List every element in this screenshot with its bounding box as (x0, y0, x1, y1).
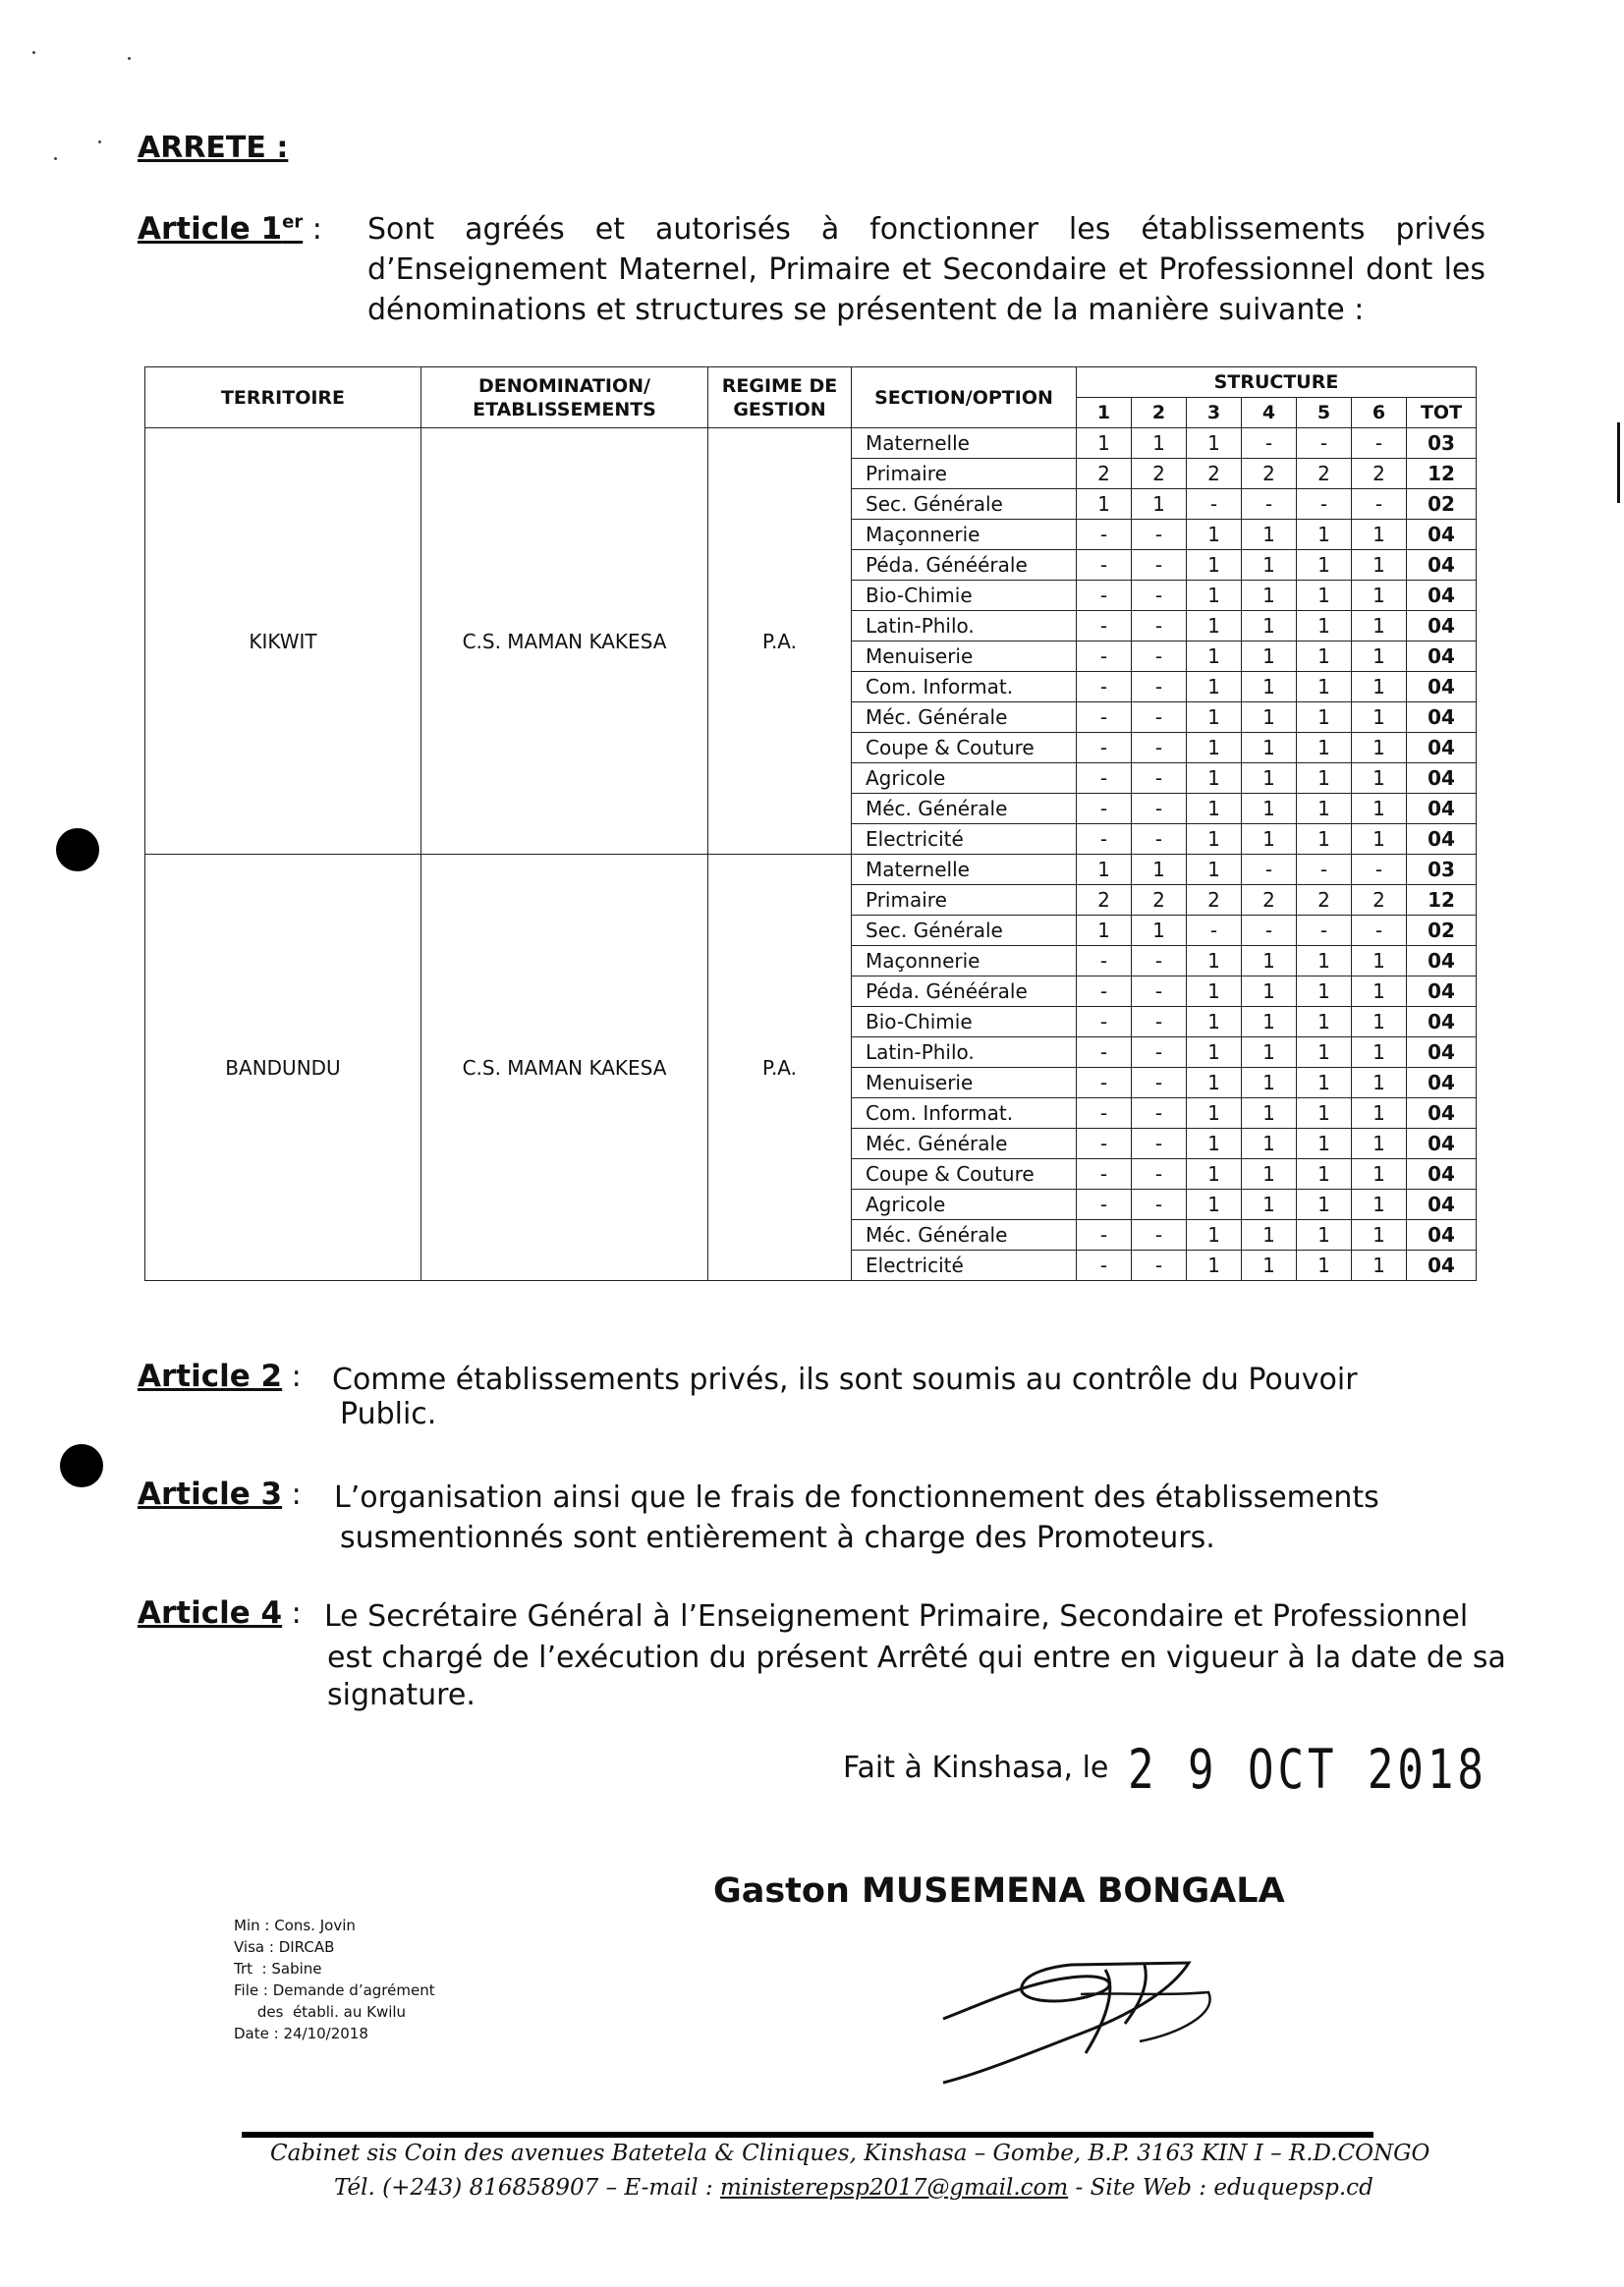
year-5-cell: - (1297, 855, 1352, 885)
section-option-cell: Electricité (852, 1251, 1077, 1281)
year-6-cell: 1 (1352, 1098, 1407, 1129)
year-4-cell: 1 (1242, 1068, 1297, 1098)
section-option-cell: Maternelle (852, 855, 1077, 885)
ref-file-cont: des établi. au Kwilu (234, 2003, 407, 2021)
punch-hole (60, 1444, 103, 1487)
year-5-cell: 1 (1297, 1190, 1352, 1220)
year-1-cell: - (1077, 611, 1132, 641)
year-2-cell: - (1132, 763, 1187, 794)
header-col-4: 4 (1242, 398, 1297, 428)
total-cell: 12 (1407, 459, 1477, 489)
year-2-cell: - (1132, 581, 1187, 611)
year-1-cell: - (1077, 1037, 1132, 1068)
year-1-cell: 1 (1077, 916, 1132, 946)
year-4-cell: 1 (1242, 581, 1297, 611)
header-col-6: 6 (1352, 398, 1407, 428)
regime-cell: P.A. (708, 428, 852, 855)
year-2-cell: - (1132, 520, 1187, 550)
year-1-cell: 2 (1077, 459, 1132, 489)
year-2-cell: - (1132, 976, 1187, 1007)
year-6-cell: 1 (1352, 1220, 1407, 1251)
year-4-cell: - (1242, 916, 1297, 946)
header-col-tot: TOT (1407, 398, 1477, 428)
ref-visa: Visa : DIRCAB (234, 1938, 335, 1956)
year-1-cell: 1 (1077, 855, 1132, 885)
year-3-cell: 1 (1187, 1190, 1242, 1220)
year-3-cell: 1 (1187, 1159, 1242, 1190)
year-3-cell: 1 (1187, 1220, 1242, 1251)
ref-file: File : Demande d’agrément (234, 1981, 435, 1999)
year-5-cell: 1 (1297, 1037, 1352, 1068)
year-4-cell: 1 (1242, 611, 1297, 641)
year-6-cell: 1 (1352, 611, 1407, 641)
article-3-label: Article 3 : (138, 1477, 302, 1512)
fait-prefix: Fait à Kinshasa, le (843, 1751, 1109, 1785)
year-5-cell: 1 (1297, 1129, 1352, 1159)
year-1-cell: - (1077, 641, 1132, 672)
section-option-cell: Coupe & Couture (852, 1159, 1077, 1190)
year-5-cell: 1 (1297, 702, 1352, 733)
total-cell: 04 (1407, 733, 1477, 763)
year-1-cell: - (1077, 1068, 1132, 1098)
year-5-cell: 1 (1297, 672, 1352, 702)
year-3-cell: 1 (1187, 611, 1242, 641)
year-4-cell: 1 (1242, 641, 1297, 672)
total-cell: 04 (1407, 550, 1477, 581)
section-option-cell: Méc. Générale (852, 794, 1077, 824)
year-3-cell: 1 (1187, 1068, 1242, 1098)
year-4-cell: 1 (1242, 763, 1297, 794)
year-2-cell: - (1132, 611, 1187, 641)
year-6-cell: 1 (1352, 520, 1407, 550)
year-3-cell: 1 (1187, 824, 1242, 855)
section-option-cell: Méc. Générale (852, 1220, 1077, 1251)
footer-contact: Tél. (+243) 816858907 – E-mail : ministerepsp2017@gmail.com - Site Web : eduquepsp.cd (334, 2175, 1373, 2201)
total-cell: 04 (1407, 1159, 1477, 1190)
year-3-cell: 1 (1187, 763, 1242, 794)
year-6-cell: 1 (1352, 1251, 1407, 1281)
article-4-label: Article 4 : (138, 1595, 302, 1631)
year-1-cell: - (1077, 550, 1132, 581)
total-cell: 04 (1407, 1190, 1477, 1220)
year-4-cell: - (1242, 855, 1297, 885)
handwritten-signature (924, 1925, 1248, 2102)
year-5-cell: 1 (1297, 550, 1352, 581)
section-option-cell: Péda. Généérale (852, 976, 1077, 1007)
year-1-cell: 1 (1077, 489, 1132, 520)
year-5-cell: 1 (1297, 641, 1352, 672)
section-option-cell: Sec. Générale (852, 916, 1077, 946)
total-cell: 04 (1407, 702, 1477, 733)
year-6-cell: 1 (1352, 672, 1407, 702)
year-1-cell: - (1077, 1007, 1132, 1037)
year-6-cell: 1 (1352, 550, 1407, 581)
year-4-cell: 1 (1242, 1190, 1297, 1220)
article-1-label: Article 1er : (138, 211, 322, 247)
section-option-cell: Menuiserie (852, 641, 1077, 672)
table-row (145, 428, 1477, 459)
year-3-cell: 1 (1187, 641, 1242, 672)
year-5-cell: 1 (1297, 1068, 1352, 1098)
year-3-cell: - (1187, 916, 1242, 946)
section-option-cell: Coupe & Couture (852, 733, 1077, 763)
year-3-cell: 1 (1187, 1251, 1242, 1281)
article-3-line-2: susmentionnés sont entièrement à charge des Promoteurs. (340, 1521, 1215, 1555)
year-2-cell: 2 (1132, 459, 1187, 489)
year-4-cell: 1 (1242, 520, 1297, 550)
year-4-cell: 1 (1242, 824, 1297, 855)
total-cell: 04 (1407, 1251, 1477, 1281)
year-6-cell: 1 (1352, 641, 1407, 672)
section-option-cell: Maçonnerie (852, 520, 1077, 550)
section-option-cell: Latin-Philo. (852, 1037, 1077, 1068)
year-2-cell: 1 (1132, 916, 1187, 946)
scan-speck (128, 57, 131, 60)
year-2-cell: - (1132, 550, 1187, 581)
year-1-cell: - (1077, 763, 1132, 794)
year-4-cell: 1 (1242, 976, 1297, 1007)
year-2-cell: 2 (1132, 885, 1187, 916)
year-1-cell: - (1077, 1098, 1132, 1129)
section-option-cell: Sec. Générale (852, 489, 1077, 520)
article-4-line-2: est chargé de l’exécution du présent Arrêté qui entre en vigueur à la date de sa (327, 1641, 1506, 1675)
year-5-cell: 1 (1297, 976, 1352, 1007)
total-cell: 02 (1407, 916, 1477, 946)
section-option-cell: Péda. Généérale (852, 550, 1077, 581)
year-2-cell: - (1132, 641, 1187, 672)
article-2-line-2: Public. (340, 1397, 437, 1431)
year-6-cell: 1 (1352, 1068, 1407, 1098)
year-4-cell: 1 (1242, 1251, 1297, 1281)
year-4-cell: 1 (1242, 1098, 1297, 1129)
scan-speck (54, 157, 57, 160)
footer-address: Cabinet sis Coin des avenues Batetela & Cliniques, Kinshasa – Gombe, B.P. 3163 KIN I – R.D.CONGO (270, 2141, 1430, 2166)
year-3-cell: 2 (1187, 459, 1242, 489)
year-2-cell: - (1132, 794, 1187, 824)
year-6-cell: 1 (1352, 824, 1407, 855)
date-stamp-text: 2 9 OCT 2018 (1128, 1739, 1487, 1802)
header-regime: REGIME DE GESTION (708, 367, 852, 428)
year-4-cell: - (1242, 489, 1297, 520)
year-5-cell: 1 (1297, 1251, 1352, 1281)
year-6-cell: 1 (1352, 1190, 1407, 1220)
year-2-cell: - (1132, 946, 1187, 976)
year-5-cell: 1 (1297, 1159, 1352, 1190)
section-option-cell: Latin-Philo. (852, 611, 1077, 641)
year-5-cell: 1 (1297, 1220, 1352, 1251)
year-4-cell: - (1242, 428, 1297, 459)
year-4-cell: 2 (1242, 459, 1297, 489)
header-territoire: TERRITOIRE (145, 367, 421, 428)
year-5-cell: 1 (1297, 1007, 1352, 1037)
year-1-cell: - (1077, 1190, 1132, 1220)
year-6-cell: - (1352, 916, 1407, 946)
year-2-cell: - (1132, 1068, 1187, 1098)
total-cell: 04 (1407, 641, 1477, 672)
total-cell: 04 (1407, 520, 1477, 550)
year-3-cell: 1 (1187, 581, 1242, 611)
header-col-2: 2 (1132, 398, 1187, 428)
year-6-cell: 1 (1352, 1037, 1407, 1068)
year-3-cell: 1 (1187, 550, 1242, 581)
table-row (145, 855, 1477, 885)
section-option-cell: Menuiserie (852, 1068, 1077, 1098)
total-cell: 03 (1407, 428, 1477, 459)
section-option-cell: Com. Informat. (852, 1098, 1077, 1129)
section-option-cell: Com. Informat. (852, 672, 1077, 702)
article-2-line-1: Comme établissements privés, ils sont soumis au contrôle du Pouvoir (332, 1363, 1358, 1397)
year-4-cell: 1 (1242, 702, 1297, 733)
year-6-cell: - (1352, 489, 1407, 520)
total-cell: 04 (1407, 581, 1477, 611)
year-4-cell: 1 (1242, 733, 1297, 763)
total-cell: 04 (1407, 672, 1477, 702)
article-1-text: Sont agréés et autorisés à fonctionner les établissements privés d’Enseignement Maternel, Primaire et Secondaire et Professionnel dont les dénominations et structures se présentent de la manière suivante : (367, 212, 1485, 327)
year-1-cell: - (1077, 824, 1132, 855)
regime-cell: P.A. (708, 855, 852, 1281)
scan-speck (32, 51, 35, 54)
year-5-cell: - (1297, 916, 1352, 946)
year-5-cell: - (1297, 489, 1352, 520)
year-2-cell: - (1132, 1190, 1187, 1220)
total-cell: 04 (1407, 611, 1477, 641)
structure-table (144, 366, 1477, 1281)
year-6-cell: 1 (1352, 763, 1407, 794)
total-cell: 04 (1407, 1068, 1477, 1098)
year-2-cell: - (1132, 733, 1187, 763)
year-1-cell: - (1077, 1251, 1132, 1281)
article-4-line-3: signature. (327, 1678, 476, 1712)
section-option-cell: Méc. Générale (852, 1129, 1077, 1159)
year-4-cell: 1 (1242, 794, 1297, 824)
year-2-cell: - (1132, 824, 1187, 855)
year-6-cell: 1 (1352, 581, 1407, 611)
year-3-cell: 1 (1187, 520, 1242, 550)
year-5-cell: 1 (1297, 946, 1352, 976)
year-6-cell: 2 (1352, 885, 1407, 916)
year-2-cell: - (1132, 1251, 1187, 1281)
year-5-cell: 2 (1297, 885, 1352, 916)
year-3-cell: - (1187, 489, 1242, 520)
total-cell: 04 (1407, 976, 1477, 1007)
reference-block (234, 1915, 435, 2044)
header-col-1: 1 (1077, 398, 1132, 428)
header-denomination: DENOMINATION/ ETABLISSEMENTS (421, 367, 708, 428)
year-3-cell: 1 (1187, 794, 1242, 824)
year-5-cell: 1 (1297, 733, 1352, 763)
total-cell: 04 (1407, 763, 1477, 794)
year-6-cell: 1 (1352, 1007, 1407, 1037)
year-5-cell: 1 (1297, 763, 1352, 794)
year-3-cell: 1 (1187, 1098, 1242, 1129)
year-4-cell: 1 (1242, 1159, 1297, 1190)
year-4-cell: 1 (1242, 946, 1297, 976)
year-1-cell: - (1077, 976, 1132, 1007)
year-4-cell: 1 (1242, 550, 1297, 581)
section-option-cell: Bio-Chimie (852, 1007, 1077, 1037)
footer-email-link[interactable]: ministerepsp2017@gmail.com (720, 2175, 1069, 2201)
article-2-label: Article 2 : (138, 1359, 302, 1394)
year-2-cell: 1 (1132, 489, 1187, 520)
total-cell: 03 (1407, 855, 1477, 885)
year-2-cell: - (1132, 1220, 1187, 1251)
year-6-cell: 1 (1352, 733, 1407, 763)
year-6-cell: 1 (1352, 976, 1407, 1007)
total-cell: 04 (1407, 1129, 1477, 1159)
year-4-cell: 1 (1242, 1007, 1297, 1037)
territoire-cell: KIKWIT (145, 428, 421, 855)
year-2-cell: 1 (1132, 428, 1187, 459)
total-cell: 12 (1407, 885, 1477, 916)
section-option-cell: Agricole (852, 1190, 1077, 1220)
year-3-cell: 1 (1187, 733, 1242, 763)
year-6-cell: 2 (1352, 459, 1407, 489)
year-1-cell: - (1077, 1159, 1132, 1190)
year-1-cell: - (1077, 581, 1132, 611)
total-cell: 04 (1407, 1007, 1477, 1037)
year-3-cell: 1 (1187, 946, 1242, 976)
date-stamp (1128, 1739, 1487, 1802)
year-5-cell: - (1297, 428, 1352, 459)
total-cell: 04 (1407, 1220, 1477, 1251)
year-6-cell: 1 (1352, 1129, 1407, 1159)
year-2-cell: - (1132, 672, 1187, 702)
section-option-cell: Méc. Générale (852, 702, 1077, 733)
year-3-cell: 1 (1187, 428, 1242, 459)
year-4-cell: 2 (1242, 885, 1297, 916)
year-1-cell: - (1077, 1129, 1132, 1159)
year-5-cell: 1 (1297, 824, 1352, 855)
footer-rule (242, 2132, 1373, 2138)
total-cell: 04 (1407, 946, 1477, 976)
year-1-cell: - (1077, 794, 1132, 824)
article-1-label-text: Article 1er (138, 211, 304, 247)
territoire-cell: BANDUNDU (145, 855, 421, 1281)
fait-line (843, 1751, 1108, 1785)
year-2-cell: - (1132, 1159, 1187, 1190)
ref-min: Min : Cons. Jovin (234, 1917, 356, 1934)
year-4-cell: 1 (1242, 1037, 1297, 1068)
year-2-cell: - (1132, 1037, 1187, 1068)
section-option-cell: Bio-Chimie (852, 581, 1077, 611)
year-1-cell: - (1077, 946, 1132, 976)
year-3-cell: 1 (1187, 1007, 1242, 1037)
scan-speck (98, 140, 101, 143)
year-3-cell: 1 (1187, 672, 1242, 702)
denomination-cell: C.S. MAMAN KAKESA (421, 855, 708, 1281)
year-6-cell: 1 (1352, 794, 1407, 824)
header-col-3: 3 (1187, 398, 1242, 428)
article-3-line-1: L’organisation ainsi que le frais de fonctionnement des établissements (334, 1480, 1379, 1515)
year-3-cell: 1 (1187, 1037, 1242, 1068)
year-2-cell: - (1132, 1129, 1187, 1159)
section-option-cell: Agricole (852, 763, 1077, 794)
page-heading: ARRETE : (138, 131, 289, 165)
year-2-cell: - (1132, 1098, 1187, 1129)
year-3-cell: 2 (1187, 885, 1242, 916)
section-option-cell: Primaire (852, 885, 1077, 916)
year-2-cell: - (1132, 1007, 1187, 1037)
year-1-cell: - (1077, 702, 1132, 733)
year-3-cell: 1 (1187, 976, 1242, 1007)
article-4-line-1: Le Secrétaire Général à l’Enseignement Primaire, Secondaire et Professionnel (324, 1599, 1469, 1634)
ref-date: Date : 24/10/2018 (234, 2025, 368, 2042)
punch-hole (56, 828, 99, 871)
signatory-name: Gaston MUSEMENA BONGALA (713, 1871, 1285, 1911)
year-4-cell: 1 (1242, 1220, 1297, 1251)
section-option-cell: Electricité (852, 824, 1077, 855)
margin-mark (1617, 422, 1620, 503)
header-col-5: 5 (1297, 398, 1352, 428)
year-3-cell: 1 (1187, 1129, 1242, 1159)
year-2-cell: 1 (1132, 855, 1187, 885)
year-5-cell: 1 (1297, 581, 1352, 611)
year-6-cell: 1 (1352, 702, 1407, 733)
year-1-cell: - (1077, 520, 1132, 550)
total-cell: 02 (1407, 489, 1477, 520)
table-body (145, 428, 1477, 1281)
header-structure: STRUCTURE (1077, 367, 1477, 398)
year-5-cell: 1 (1297, 611, 1352, 641)
year-5-cell: 1 (1297, 794, 1352, 824)
year-6-cell: 1 (1352, 946, 1407, 976)
year-6-cell: - (1352, 855, 1407, 885)
denomination-cell: C.S. MAMAN KAKESA (421, 428, 708, 855)
total-cell: 04 (1407, 1037, 1477, 1068)
year-4-cell: 1 (1242, 1129, 1297, 1159)
year-3-cell: 1 (1187, 855, 1242, 885)
year-6-cell: 1 (1352, 1159, 1407, 1190)
year-1-cell: - (1077, 1220, 1132, 1251)
year-3-cell: 1 (1187, 702, 1242, 733)
total-cell: 04 (1407, 794, 1477, 824)
year-2-cell: - (1132, 702, 1187, 733)
ref-trt: Trt : Sabine (234, 1960, 322, 1978)
year-1-cell: 1 (1077, 428, 1132, 459)
year-1-cell: 2 (1077, 885, 1132, 916)
header-section: SECTION/OPTION (852, 367, 1077, 428)
year-6-cell: - (1352, 428, 1407, 459)
year-5-cell: 2 (1297, 459, 1352, 489)
year-4-cell: 1 (1242, 672, 1297, 702)
total-cell: 04 (1407, 824, 1477, 855)
section-option-cell: Maçonnerie (852, 946, 1077, 976)
section-option-cell: Primaire (852, 459, 1077, 489)
total-cell: 04 (1407, 1098, 1477, 1129)
year-5-cell: 1 (1297, 520, 1352, 550)
year-1-cell: - (1077, 672, 1132, 702)
year-1-cell: - (1077, 733, 1132, 763)
year-5-cell: 1 (1297, 1098, 1352, 1129)
section-option-cell: Maternelle (852, 428, 1077, 459)
